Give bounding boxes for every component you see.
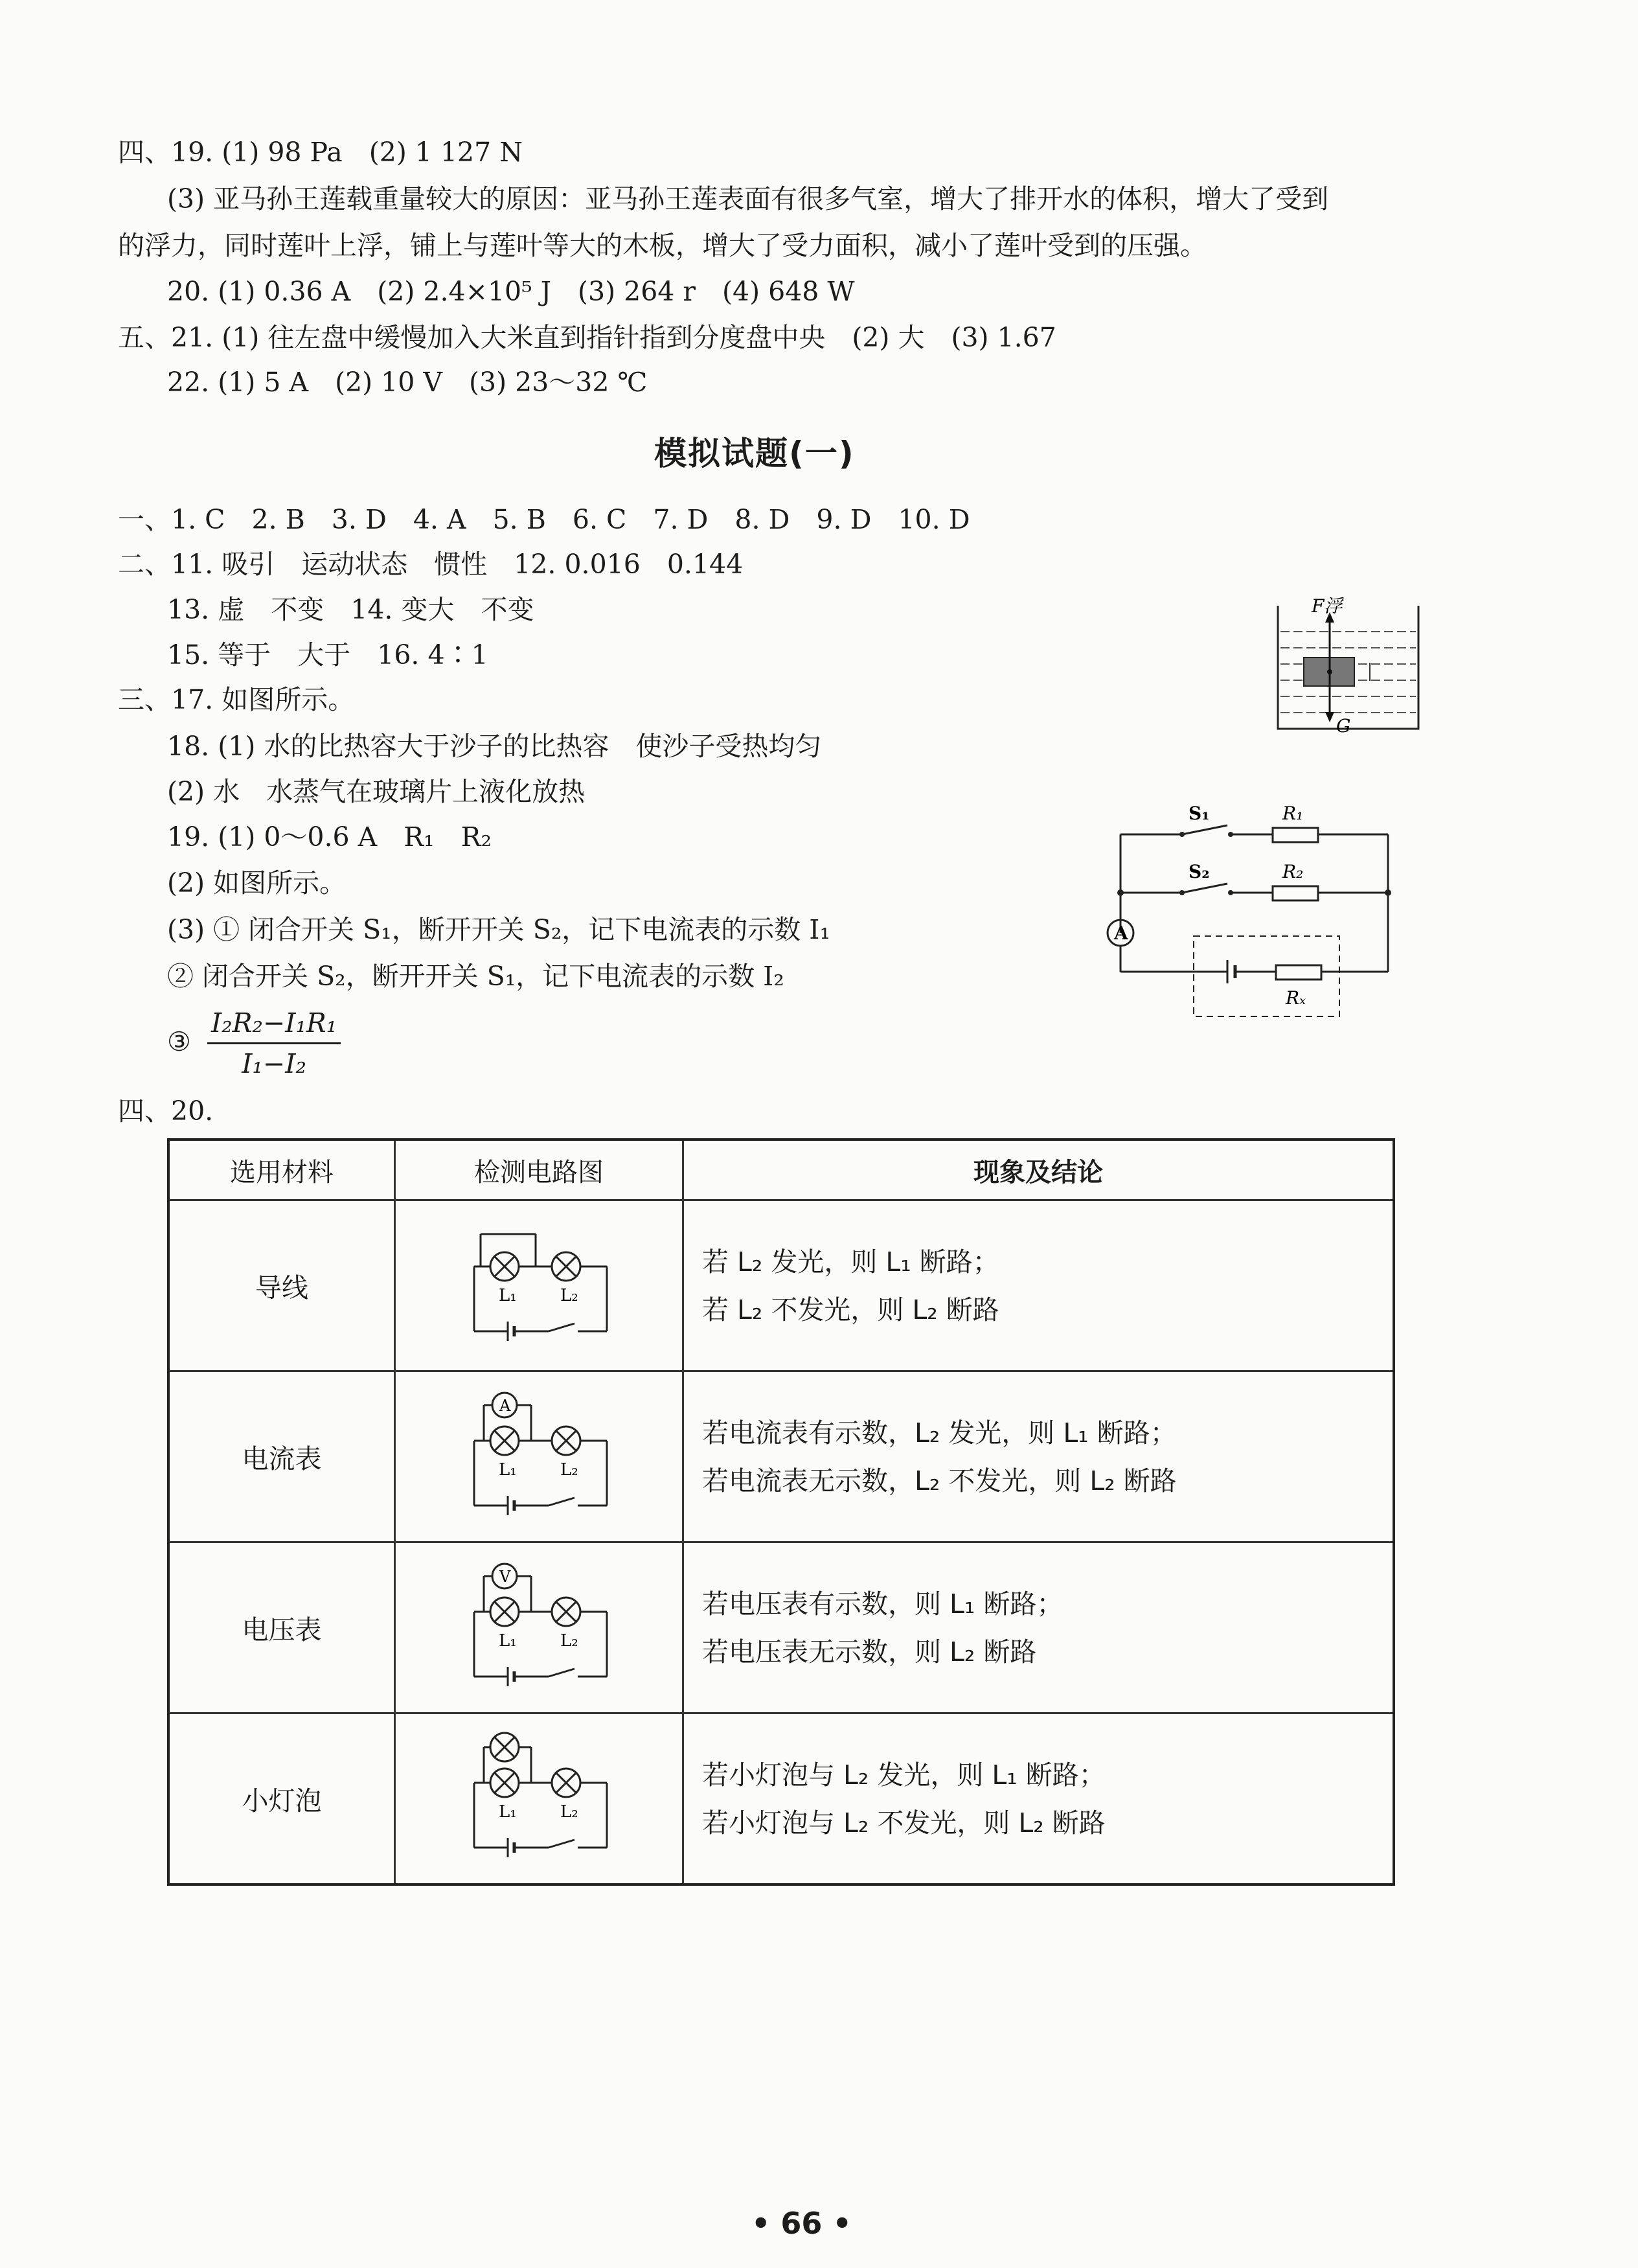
table-row <box>168 1371 1394 1542</box>
diagram-cell <box>395 1713 683 1885</box>
circuit-diagram-wire <box>455 1218 623 1347</box>
result-line: 若电压表无示数，则 L₂ 断路 <box>702 1636 1037 1667</box>
answer-line-16: (3) ① 闭合开关 S₁，断开开关 S₂，记下电流表的示数 I₁ <box>167 914 830 945</box>
answer-line-12: 18. (1) 水的比热容大于沙子的比热容 使沙子受热均匀 <box>167 731 822 762</box>
buoyancy-force-label: F浮 <box>1312 595 1343 617</box>
circuit-diagram-ammeter <box>455 1386 623 1522</box>
gravity-label: G <box>1336 715 1351 735</box>
section-title: 模拟试题(一) <box>654 435 855 472</box>
lamp-l1-label: L₁ <box>499 1285 517 1305</box>
result-line: 若小灯泡与 L₂ 不发光，则 L₂ 断路 <box>702 1807 1106 1838</box>
answer-line-18: 四、20. <box>118 1095 214 1127</box>
result-line: 若电流表有示数，L₂ 发光，则 L₁ 断路； <box>702 1417 1177 1449</box>
answer-line-7: 一、1. C 2. B 3. D 4. A 5. B 6. C 7. D 8. D 9. D 10. D <box>118 504 970 535</box>
ammeter-icon: A <box>499 1396 511 1415</box>
answer-line-17: ② 闭合开关 S₂，断开开关 S₁，记下电流表的示数 I₂ <box>167 961 784 992</box>
material-cell: 电流表 <box>168 1371 395 1542</box>
fraction-numerator: I₂R₂−I₁R₁ <box>207 1007 341 1044</box>
circuit-figure <box>1085 797 1402 1024</box>
answer-line-10: 15. 等于 大于 16. 4∶1 <box>167 639 488 670</box>
answer-line-3: 的浮力，同时莲叶上浮，铺上与莲叶等大的木板，增大了受力面积，减小了莲叶受到的压强。 <box>118 230 1207 261</box>
resistor-r2-label: R₂ <box>1282 861 1304 882</box>
answer-line-13: (2) 水 水蒸气在玻璃片上液化放热 <box>167 776 586 807</box>
result-line: 若 L₂ 不发光，则 L₂ 断路 <box>702 1294 999 1325</box>
switch-s1-label: S₁ <box>1189 803 1210 824</box>
result-cell <box>683 1371 1394 1542</box>
result-line: 若小灯泡与 L₂ 发光，则 L₁ 断路； <box>702 1759 1106 1791</box>
answer-line-5: 五、21. (1) 往左盘中缓慢加入大米直到指针指到分度盘中央 (2) 大 (3) 1.67 <box>118 322 1056 353</box>
table-row <box>168 1200 1394 1371</box>
fraction-denominator: I₁−I₂ <box>242 1048 306 1079</box>
lamp-l2-label: L₂ <box>560 1802 578 1822</box>
result-line: 若电流表无示数，L₂ 不发光，则 L₂ 断路 <box>702 1465 1177 1496</box>
answer-line-8: 二、11. 吸引 运动状态 惯性 12. 0.016 0.144 <box>118 549 744 580</box>
voltmeter-icon: V <box>499 1567 511 1586</box>
table-row <box>168 1713 1394 1885</box>
lamp-l2-label: L₂ <box>560 1460 578 1480</box>
answer-line-14: 19. (1) 0～0.6 A R₁ R₂ <box>167 821 492 853</box>
table-row <box>168 1542 1394 1713</box>
lamp-l2-label: L₂ <box>560 1285 578 1305</box>
circuit-diagram-bulb <box>455 1728 623 1864</box>
result-cell <box>683 1713 1394 1885</box>
diagram-cell <box>395 1200 683 1371</box>
answer-line-6: 22. (1) 5 A (2) 10 V (3) 23～32 ℃ <box>167 367 648 398</box>
result-cell <box>683 1542 1394 1713</box>
header-diagram: 检测电路图 <box>395 1140 683 1200</box>
result-line: 若 L₂ 发光，则 L₁ 断路； <box>702 1246 999 1277</box>
answer-line-11: 三、17. 如图所示。 <box>118 684 355 715</box>
diagram-cell <box>395 1371 683 1542</box>
resistor-rx-label: Rₓ <box>1286 987 1306 1009</box>
material-cell: 导线 <box>168 1200 395 1371</box>
page-number: • 66 • <box>751 2206 852 2241</box>
header-result: 现象及结论 <box>683 1140 1394 1200</box>
result-cell <box>683 1200 1394 1371</box>
resistor-r1-label: R₁ <box>1282 803 1304 824</box>
switch-s2-label: S₂ <box>1189 861 1210 882</box>
circuit-diagram-voltmeter <box>455 1557 623 1693</box>
answer-line-15: (2) 如图所示。 <box>167 867 347 899</box>
answer-line-4: 20. (1) 0.36 A (2) 2.4×10⁵ J (3) 264 r (4) 648 W <box>167 276 855 307</box>
answer-line-1: 四、19. (1) 98 Pa (2) 1 127 N <box>118 137 523 168</box>
formula-fraction <box>207 1007 341 1079</box>
fraction-prefix: ③ <box>167 1026 191 1057</box>
diagram-cell <box>395 1542 683 1713</box>
header-material: 选用材料 <box>168 1140 395 1200</box>
lamp-l1-label: L₁ <box>499 1802 517 1822</box>
buoyancy-figure <box>1273 593 1428 735</box>
result-line: 若电压表有示数，则 L₁ 断路； <box>702 1588 1064 1620</box>
answer-line-9: 13. 虚 不变 14. 变大 不变 <box>167 594 534 625</box>
ammeter-icon: A <box>1114 922 1128 944</box>
answer-table <box>167 1138 1395 1886</box>
lamp-l1-label: L₁ <box>499 1460 517 1480</box>
lamp-l2-label: L₂ <box>560 1631 578 1651</box>
material-cell: 电压表 <box>168 1542 395 1713</box>
material-cell: 小灯泡 <box>168 1713 395 1885</box>
answer-line-2: (3) 亚马孙王莲载重量较大的原因：亚马孙王莲表面有很多气室，增大了排开水的体积，增大了受到 <box>167 183 1329 214</box>
lamp-l1-label: L₁ <box>499 1631 517 1651</box>
